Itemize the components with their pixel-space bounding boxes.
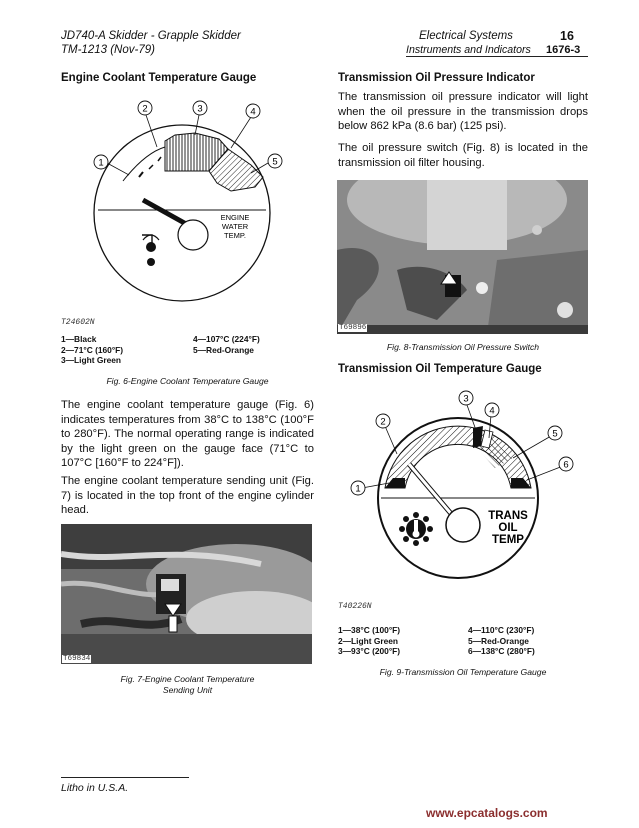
callout-3: 3 [463,393,469,405]
legend-item: 4—110°C (230°F) [468,625,535,635]
section-title-trans-oil-gauge: Transmission Oil Temperature Gauge [338,363,542,375]
footer-rule [61,777,189,778]
fig7-caption-line2: Sending Unit [162,685,213,695]
fig9-caption: Fig. 9-Transmission Oil Temperature Gauge [379,667,547,677]
legend-item: 4—107°C (224°F) [193,334,260,344]
fig9-legend-col1 [338,625,400,657]
callout-4: 4 [250,106,256,118]
fig6-code: T24602N [61,318,95,327]
legend-item: 2—Light Green [338,635,399,646]
pressure-switch-photo [337,180,588,334]
trans-oil-gauge-diagram [345,388,575,598]
header-manual-code: TM-1213 (Nov-79) [61,44,155,56]
callout-1: 1 [355,483,361,495]
callout-5: 5 [552,428,558,440]
thermometer-gear-icon [399,512,433,546]
gauge-face-text-trans: TRANS [488,510,528,522]
coolant-gauge-diagram [85,95,305,315]
fig6-legend-col1 [61,334,123,366]
gauge-face-text-temp: TEMP [492,534,524,546]
section-title-pressure-indicator: Transmission Oil Pressure Indicator [338,72,535,84]
page-number: 16 [560,29,574,43]
header-subsection: Instruments and Indicators [406,44,531,56]
gauge-face-text-engine: ENGINE [220,213,250,222]
pressure-indicator-paragraph: The transmission oil pressure indicator will light when the oil pressure in the transmission drops below 862 kPa (8.6 bar) (125 psi). [338,91,588,133]
callout-4: 4 [489,405,495,417]
legend-item: 6—138°C (280°F) [468,646,535,657]
callout-2: 2 [142,103,148,115]
section-title-coolant-gauge: Engine Coolant Temperature Gauge [61,72,257,84]
sending-unit-paragraph: The engine coolant temperature sending unit (Fig. 7) is located in the top front of the engine cylinder head. [61,475,314,517]
legend-item: 3—93°C (200°F) [338,646,401,657]
gauge-face-text-oil: OIL [498,522,518,534]
callout-6: 6 [563,459,569,471]
fig9-legend-col2 [468,625,535,657]
fig6-caption: Fig. 6-Engine Coolant Temperature Gauge [106,376,269,386]
fig7-code: T69834 [63,655,91,663]
legend-item: 2—71°C (160°F) [61,344,124,355]
header-rule [406,56,588,57]
callout-5: 5 [272,156,278,168]
page-code: 1676-3 [546,44,581,56]
header-title: JD740-A Skidder - Grapple Skidder [61,30,241,42]
coolant-gauge-paragraph: The engine coolant temperature gauge (Fig. 6) indicates temperatures from 38°C to 138°C (100°F to 280°F). The normal operating range is indicated by the light green on the gauge face (71°C to 107°C [160°F to 224°F]). [61,399,314,470]
fig9-code: T40226N [338,602,372,611]
litho-note: Litho in U.S.A. [61,782,129,794]
fig8-caption: Fig. 8-Transmission Oil Pressure Switch [386,342,540,352]
legend-item: 5—Red-Orange [468,635,529,646]
callout-2: 2 [380,416,386,428]
pressure-switch-paragraph: The oil pressure switch (Fig. 8) is located in the transmission oil filter housing. [338,142,588,169]
legend-item: 1—38°C (100°F) [338,625,401,635]
legend-item: 1—Black [61,334,97,344]
callout-3: 3 [197,103,203,115]
header-section: Electrical Systems [419,30,513,42]
legend-item: 5—Red-Orange [193,344,254,355]
gauge-face-text-water: WATER [221,222,249,231]
callout-1: 1 [98,157,104,169]
gauge-face-text-temp: TEMP. [224,231,246,240]
watermark: www.epcatalogs.com [426,806,548,820]
sending-unit-photo [61,524,312,664]
fig7-caption-line1: Fig. 7-Engine Coolant Temperature [120,674,255,684]
fig6-legend-col2 [193,334,260,355]
legend-item: 3—Light Green [61,355,122,366]
fig8-code: T69896 [339,324,367,332]
